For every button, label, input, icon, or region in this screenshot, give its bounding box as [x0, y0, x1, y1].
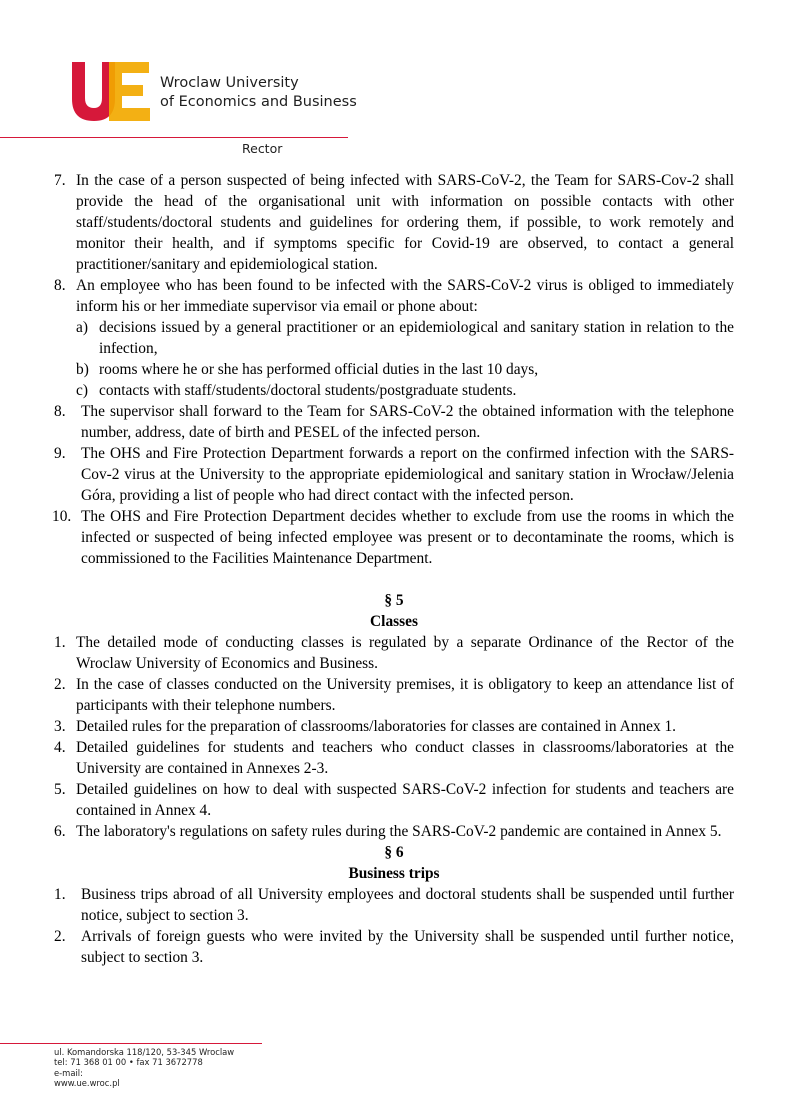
sub-item-letter: a)	[76, 319, 88, 336]
item-number: 6.	[54, 823, 66, 840]
item-text: The OHS and Fire Protection Department forwards a report on the confirmed infection with the SARS-Cov-2 virus at the University to the appropriate epidemiological and sanitary station in Wrocław/Jelenia Góra, providing a list of people who had direct contact with the infected person.	[81, 445, 734, 504]
item-text: In the case of a person suspected of being infected with SARS-CoV-2, the Team for SARS-Cov-2 shall provide the head of the organisational unit with information on possible contacts with other staff/students/doctoral students and guidelines for ordering them, if possible, to work remotely and monitor their health, and if symptoms specific for Covid-19 are observed, to contact a general practitioner/sanitary and epidemiological station.	[76, 172, 734, 273]
item-text: The laboratory's regulations on safety rules during the SARS-CoV-2 pandemic are contained in Annex 5.	[76, 823, 722, 840]
item-number: 1.	[54, 886, 66, 903]
list-item	[54, 821, 734, 842]
list-item	[54, 170, 734, 275]
item-number: 3.	[54, 718, 66, 735]
list-item	[54, 506, 734, 569]
university-name	[160, 74, 357, 112]
item-text: The supervisor shall forward to the Team for SARS-CoV-2 the obtained information with the telephone number, address, date of birth and PESEL of the infected person.	[81, 403, 734, 441]
list-item	[54, 632, 734, 674]
item-number: 4.	[54, 739, 66, 756]
sub-item-text: rooms where he or she has performed official duties in the last 10 days,	[99, 361, 539, 378]
item-text: An employee who has been found to be infected with the SARS-CoV-2 virus is obliged to immediately inform his or her immediate supervisor via email or phone about:	[76, 277, 734, 315]
sub-item-text: decisions issued by a general practitioner or an epidemiological and sanitary station in relation to the infection,	[99, 319, 734, 357]
document-body	[54, 170, 734, 968]
list-item	[54, 737, 734, 779]
item-text: Detailed guidelines for students and teachers who conduct classes in classrooms/laboratories at the University are contained in Annexes 2-3.	[76, 739, 734, 777]
sub-list-item	[54, 359, 734, 380]
item-text: Detailed guidelines on how to deal with suspected SARS-CoV-2 infection for students and teachers are contained in Annex 4.	[76, 781, 734, 819]
item-text: The detailed mode of conducting classes is regulated by a separate Ordinance of the Rector of the Wroclaw University of Economics and Business.	[76, 634, 734, 672]
item-number: 2.	[54, 928, 66, 945]
item-number: 7.	[54, 172, 66, 189]
section-6-title: Business trips	[348, 865, 440, 882]
footer-phone: tel: 71 368 01 00 • fax 71 3672778	[54, 1057, 203, 1068]
item-text: The OHS and Fire Protection Department decides whether to exclude from use the rooms in which the infected or suspected of being infected employee was present or to decontaminate the rooms, which is commissioned to the Facilities Maintenance Department.	[81, 508, 734, 567]
list-item	[54, 779, 734, 821]
list-item	[54, 884, 734, 926]
item-number: 2.	[54, 676, 66, 693]
item-text: In the case of classes conducted on the University premises, it is obligatory to keep an attendance list of participants with their telephone numbers.	[76, 676, 734, 714]
university-name-line1: Wroclaw University	[160, 75, 299, 91]
list-item	[54, 674, 734, 716]
section-5-symbol: § 5	[384, 592, 404, 609]
item-number: 10.	[52, 508, 72, 525]
item-text: Business trips abroad of all University employees and doctoral students shall be suspended until further notice, subject to section 3.	[81, 886, 734, 924]
item-number: 5.	[54, 781, 66, 798]
university-name-line2: of Economics and Business	[160, 94, 357, 110]
list-item	[54, 401, 734, 443]
sub-item-letter: b)	[76, 361, 89, 378]
sub-list-item	[54, 317, 734, 359]
item-number: 8.	[54, 277, 66, 294]
sub-list-item	[54, 380, 734, 401]
ue-logo-icon	[70, 58, 166, 122]
header-divider	[0, 137, 348, 138]
sub-item-letter: c)	[76, 382, 88, 399]
item-text: Arrivals of foreign guests who were invited by the University shall be suspended until further notice, subject to section 3.	[81, 928, 734, 966]
item-text: Detailed rules for the preparation of classrooms/laboratories for classes are contained in Annex 1.	[76, 718, 677, 735]
footer-divider	[0, 1043, 262, 1044]
footer-website: www.ue.wroc.pl	[54, 1077, 120, 1088]
sub-item-text: contacts with staff/students/doctoral students/postgraduate students.	[99, 382, 517, 399]
footer-contact	[54, 1047, 234, 1088]
item-number: 8.	[54, 403, 66, 420]
list-item	[54, 716, 734, 737]
section-5-title: Classes	[370, 613, 418, 630]
footer-address: ul. Komandorska 118/120, 53-345 Wroclaw	[54, 1047, 235, 1057]
list-item	[54, 443, 734, 506]
list-item	[54, 275, 734, 317]
item-number: 1.	[54, 634, 66, 651]
item-number: 9.	[54, 445, 66, 462]
section-6-symbol: § 6	[384, 844, 404, 861]
footer-email: e-mail:	[54, 1067, 83, 1078]
list-item	[54, 926, 734, 968]
office-label: Rector	[242, 141, 283, 156]
